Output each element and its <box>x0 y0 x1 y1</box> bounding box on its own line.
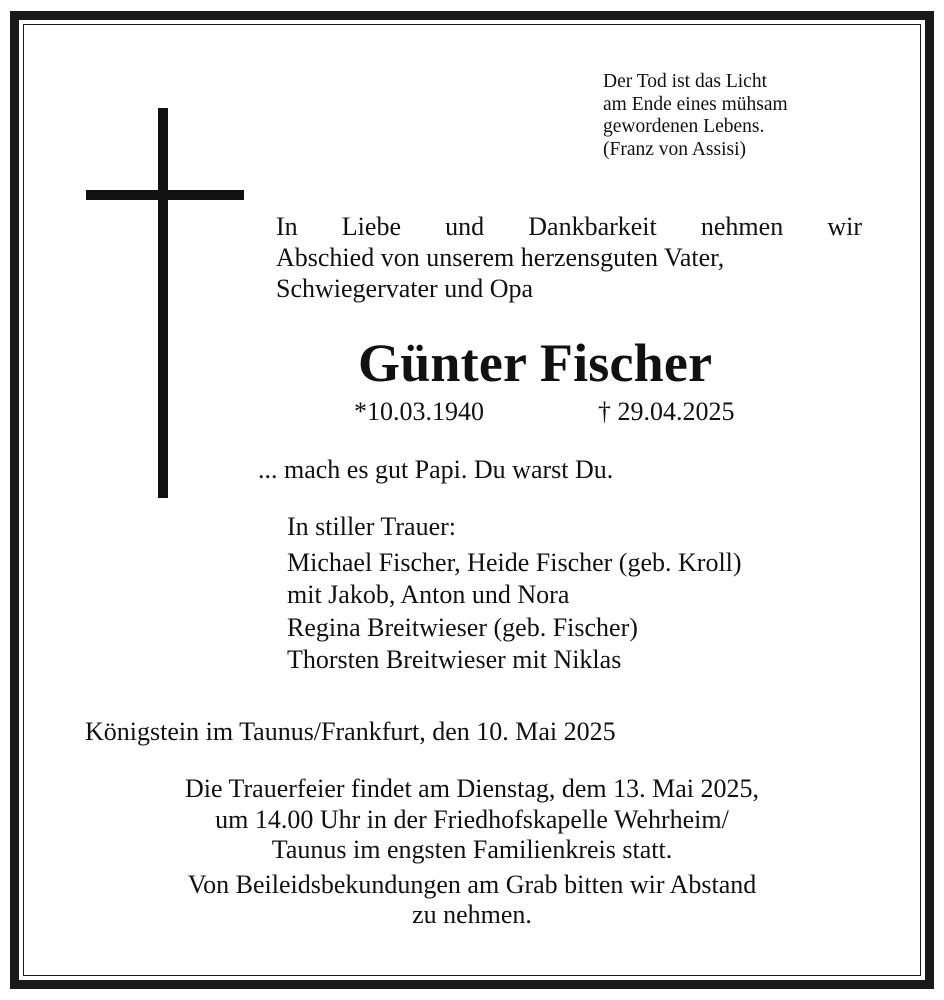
farewell-line: ... mach es gut Papi. Du warst Du. <box>258 455 614 484</box>
mourner-line: Michael Fischer, Heide Fischer (geb. Kroll) <box>287 547 742 577</box>
quote-author: (Franz von Assisi) <box>603 138 746 160</box>
intro-text <box>276 211 862 304</box>
quote-line: gewordenen Lebens. <box>603 116 765 137</box>
quote-block <box>603 71 788 161</box>
mourners-block <box>287 511 742 677</box>
place-date: Königstein im Taunus/Frankfurt, den 10. Mai 2025 <box>85 717 616 746</box>
mourners-heading: In stiller Trauer: <box>287 512 456 541</box>
mourner-line: mit Jakob, Anton und Nora <box>287 580 570 609</box>
death-date: † 29.04.2025 <box>598 397 735 426</box>
deceased-name: Günter Fischer <box>358 333 713 393</box>
cross-vertical-beam <box>158 108 168 498</box>
ceremony-line: um 14.00 Uhr in der Friedhofskapelle Wehrheim/ <box>215 804 729 834</box>
ceremony-info <box>60 774 884 931</box>
intro-line: Abschied von unserem herzensguten Vater, <box>276 243 725 272</box>
intro-line: Schwiegervater und Opa <box>276 274 534 303</box>
mourner-line: Regina Breitwieser (geb. Fischer) <box>287 612 638 642</box>
ceremony-line: Die Trauerfeier findet am Dienstag, dem 13. Mai 2025, <box>184 774 760 803</box>
quote-line: Der Tod ist das Licht <box>603 71 767 92</box>
ceremony-line: zu nehmen. <box>412 900 532 929</box>
cross-horizontal-beam <box>86 190 244 200</box>
ceremony-line: Taunus im engsten Familienkreis statt. <box>271 835 673 864</box>
birth-date: *10.03.1940 <box>354 397 484 426</box>
intro-line: In Liebe und Dankbarkeit nehmen wir <box>276 212 862 241</box>
mourner-line: Thorsten Breitwieser mit Niklas <box>287 645 622 674</box>
quote-line: am Ende eines mühsam <box>603 93 788 115</box>
ceremony-line: Von Beileidsbekundungen am Grab bitten wir Abstand <box>187 869 757 899</box>
